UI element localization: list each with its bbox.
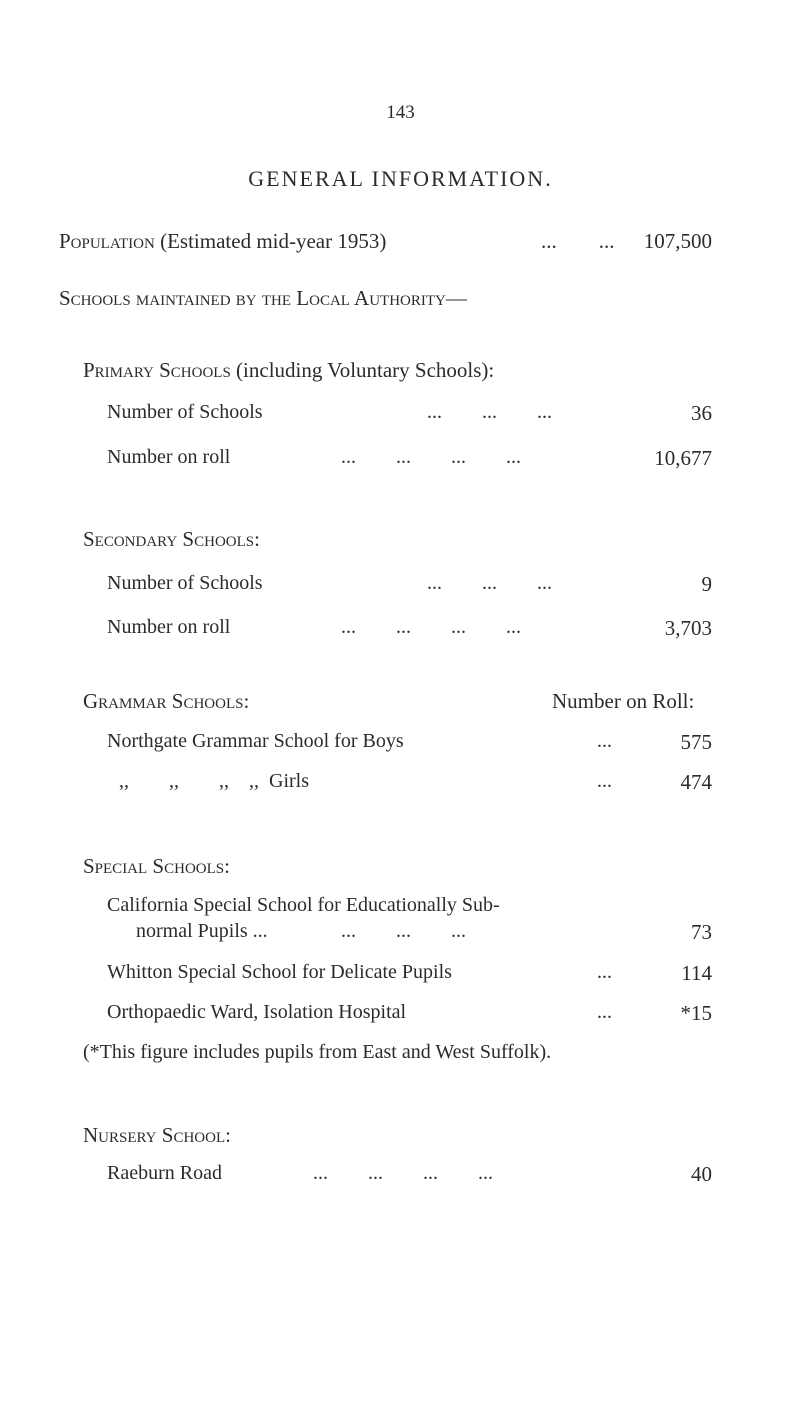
special-row-dots: ... ... ...: [341, 920, 466, 942]
page-number: 143: [386, 102, 415, 123]
secondary-row-label: Number of Schools: [107, 572, 263, 594]
primary-row-label: Number on roll: [107, 446, 231, 468]
nursery-row-value: 40: [691, 1162, 712, 1186]
primary-row-value: 36: [691, 401, 712, 425]
primary-row-dots: ... ... ... ...: [341, 446, 521, 468]
nursery-heading: Nursery School:: [83, 1123, 231, 1147]
primary-heading-group: [83, 358, 494, 383]
population-note: (Estimated mid-year 1953): [160, 229, 387, 253]
population-dots: ... ...: [541, 229, 615, 253]
nursery-row-dots: ... ... ... ...: [313, 1162, 493, 1184]
population-label: Population: [59, 229, 155, 253]
grammar-row-value: 575: [680, 730, 712, 754]
secondary-row-dots: ... ... ... ...: [341, 616, 521, 638]
special-row-label: Orthopaedic Ward, Isolation Hospital: [107, 1001, 407, 1023]
primary-row-dots: ... ... ...: [427, 401, 552, 423]
grammar-column-header: Number on Roll:: [552, 689, 695, 713]
secondary-row-label: Number on roll: [107, 616, 231, 638]
grammar-row-label: ,, ,, ,, ,, Girls: [119, 770, 309, 792]
grammar-heading: Grammar Schools:: [83, 689, 250, 713]
primary-row-label: Number of Schools: [107, 401, 263, 423]
special-row-value: 114: [681, 961, 712, 985]
page-title: GENERAL INFORMATION.: [248, 166, 553, 191]
special-row-label-line2: normal Pupils ...: [136, 920, 268, 942]
secondary-row-value: 9: [701, 572, 712, 596]
grammar-row-value: 474: [680, 770, 712, 794]
secondary-row-dots: ... ... ...: [427, 572, 552, 594]
grammar-row-label: Northgate Grammar School for Boys: [107, 730, 404, 752]
secondary-heading: Secondary Schools:: [83, 527, 260, 551]
special-row-label: Whitton Special School for Delicate Pupils: [107, 961, 452, 983]
nursery-row-label: Raeburn Road: [107, 1162, 222, 1184]
special-row-value: *15: [680, 1001, 712, 1025]
special-heading: Special Schools:: [83, 854, 230, 878]
special-row-dots: ...: [597, 1001, 612, 1023]
special-row-value: 73: [691, 920, 712, 944]
special-row-label-line1: California Special School for Educationally Sub-: [107, 894, 500, 916]
primary-row-value: 10,677: [654, 446, 712, 470]
secondary-row-value: 3,703: [664, 616, 712, 640]
special-footnote: (*This figure includes pupils from East and West Suffolk).: [83, 1041, 552, 1063]
special-row-dots: ...: [597, 961, 612, 983]
grammar-row-dots: ...: [597, 730, 612, 752]
primary-heading-note: (including Voluntary Schools):: [236, 358, 495, 382]
population-label-group: [59, 229, 386, 254]
primary-heading: Primary Schools: [83, 358, 231, 382]
schools-heading: Schools maintained by the Local Authority—: [59, 286, 467, 310]
grammar-row-dots: ...: [597, 770, 612, 792]
population-value: 107,500: [643, 229, 712, 253]
